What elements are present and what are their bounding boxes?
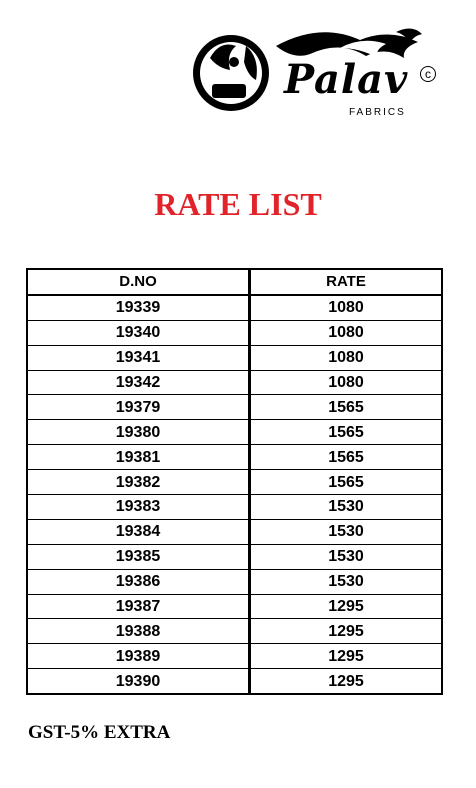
design-number-cell: 19382 xyxy=(27,470,250,495)
design-number-cell: 19339 xyxy=(27,295,250,320)
rate-cell: 1080 xyxy=(250,345,443,370)
design-number-cell: 19389 xyxy=(27,644,250,669)
design-number-cell: 19385 xyxy=(27,544,250,569)
table-row xyxy=(27,395,442,420)
table-row xyxy=(27,420,442,445)
design-number-cell: 19386 xyxy=(27,569,250,594)
rate-cell: 1295 xyxy=(250,669,443,694)
table-row xyxy=(27,594,442,619)
design-number-cell: 19387 xyxy=(27,594,250,619)
design-number-cell: 19388 xyxy=(27,619,250,644)
rate-cell: 1530 xyxy=(250,519,443,544)
rate-cell: 1080 xyxy=(250,320,443,345)
table-row xyxy=(27,495,442,520)
table-row xyxy=(27,569,442,594)
table-body xyxy=(27,295,442,694)
table-row xyxy=(27,295,442,320)
rate-table xyxy=(26,268,443,695)
rate-cell: 1295 xyxy=(250,594,443,619)
rate-cell: 1530 xyxy=(250,495,443,520)
table-row xyxy=(27,644,442,669)
brand-subtitle: FABRICS xyxy=(349,107,406,118)
design-number-cell: 19390 xyxy=(27,669,250,694)
table-row xyxy=(27,445,442,470)
gst-note: GST-5% EXTRA xyxy=(28,722,171,743)
design-number-cell: 19383 xyxy=(27,495,250,520)
brand-name: Palav xyxy=(284,56,409,103)
table-row xyxy=(27,619,442,644)
table-row xyxy=(27,669,442,694)
table-row xyxy=(27,370,442,395)
table-row xyxy=(27,519,442,544)
table-row xyxy=(27,544,442,569)
page-title: RATE LIST xyxy=(154,186,322,222)
rate-cell: 1565 xyxy=(250,420,443,445)
table-row xyxy=(27,345,442,370)
table-row xyxy=(27,470,442,495)
design-number-cell: 19380 xyxy=(27,420,250,445)
design-number-cell: 19340 xyxy=(27,320,250,345)
column-header-rate: RATE xyxy=(250,269,443,295)
column-header-dno: D.NO xyxy=(27,269,250,295)
rate-cell: 1565 xyxy=(250,445,443,470)
design-number-cell: 19379 xyxy=(27,395,250,420)
design-number-cell: 19381 xyxy=(27,445,250,470)
rate-cell: 1565 xyxy=(250,470,443,495)
rate-cell: 1565 xyxy=(250,395,443,420)
design-number-cell: 19384 xyxy=(27,519,250,544)
table-row xyxy=(27,320,442,345)
design-number-cell: 19342 xyxy=(27,370,250,395)
rate-cell: 1530 xyxy=(250,544,443,569)
rate-cell: 1530 xyxy=(250,569,443,594)
rate-cell: 1295 xyxy=(250,619,443,644)
copyright-icon: c xyxy=(420,66,436,82)
rate-cell: 1080 xyxy=(250,295,443,320)
design-number-cell: 19341 xyxy=(27,345,250,370)
rate-cell: 1295 xyxy=(250,644,443,669)
table-header-row xyxy=(27,269,442,295)
rate-cell: 1080 xyxy=(250,370,443,395)
